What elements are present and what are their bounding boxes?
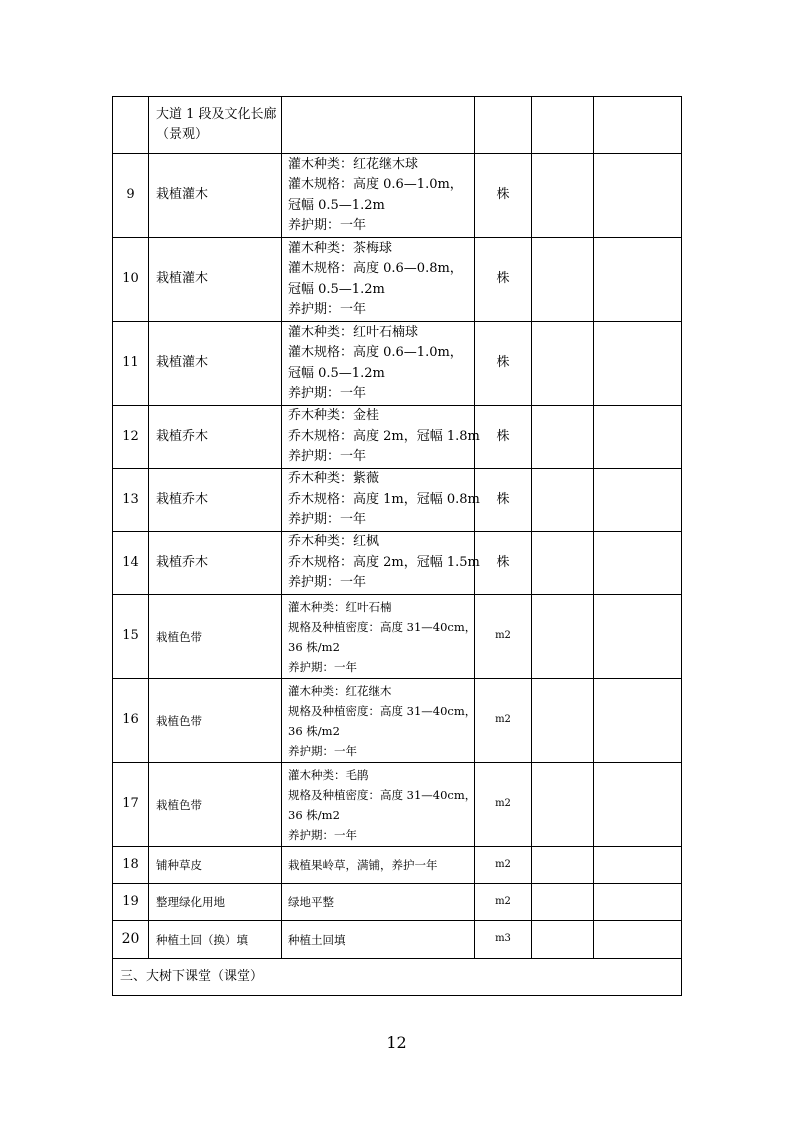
remark-cell xyxy=(594,884,682,921)
table-row xyxy=(113,469,682,532)
row-number-cell: 15 xyxy=(113,595,149,679)
unit-cell: 株 xyxy=(475,532,532,595)
table-row xyxy=(113,238,682,322)
item-name-cell: 栽植灌木 xyxy=(149,154,282,238)
section-heading: 三、大树下课堂（课堂） xyxy=(113,959,682,996)
table-row xyxy=(113,97,682,154)
quantity-cell xyxy=(532,884,594,921)
item-name-cell: 栽植乔木 xyxy=(149,406,282,469)
desc-line: 种植土回填 xyxy=(288,932,346,947)
table-row xyxy=(113,763,682,847)
quantity-cell xyxy=(532,847,594,884)
table-row xyxy=(113,847,682,884)
row-number-cell: 14 xyxy=(113,532,149,595)
unit-cell: m2 xyxy=(475,595,532,679)
quantity-cell xyxy=(532,595,594,679)
desc-line: 灌木规格：高度 0.6—1.0m， xyxy=(288,177,463,192)
item-name-cell: 栽植乔木 xyxy=(149,532,282,595)
item-name-cell: 栽植色带 xyxy=(149,679,282,763)
desc-line: 乔木规格：高度 2m，冠幅 1.5m xyxy=(288,554,480,570)
desc-line: 养护期：一年 xyxy=(288,743,357,758)
desc-line: 36 株/m2 xyxy=(288,807,340,822)
remark-cell xyxy=(594,921,682,959)
quantity-cell xyxy=(532,679,594,763)
remark-cell xyxy=(594,154,682,238)
quantity-cell xyxy=(532,532,594,595)
row-number-cell: 12 xyxy=(113,406,149,469)
item-name-cell: 栽植色带 xyxy=(149,763,282,847)
row-number-cell: 9 xyxy=(113,154,149,238)
remark-cell xyxy=(594,847,682,884)
quantity-cell xyxy=(532,763,594,847)
item-name-cell: 整理绿化用地 xyxy=(149,884,282,921)
quantity-cell xyxy=(532,238,594,322)
remark-cell xyxy=(594,322,682,406)
remark-cell xyxy=(594,238,682,322)
desc-line: 规格及种植密度：高度 31—40cm， xyxy=(288,703,477,718)
section-row xyxy=(113,959,682,996)
item-name-cell: 铺种草皮 xyxy=(149,847,282,884)
table-row xyxy=(113,532,682,595)
table-row xyxy=(113,595,682,679)
unit-cell: m2 xyxy=(475,679,532,763)
item-desc-cell xyxy=(282,238,475,322)
remark-cell xyxy=(594,763,682,847)
table-row xyxy=(113,154,682,238)
row-number-cell: 19 xyxy=(113,884,149,921)
desc-line: 灌木种类：红花继木 xyxy=(288,683,392,698)
item-desc-cell xyxy=(282,847,475,884)
table-row xyxy=(113,322,682,406)
remark-cell xyxy=(594,469,682,532)
desc-line: 绿地平整 xyxy=(288,895,334,909)
row-number-cell: 18 xyxy=(113,847,149,884)
desc-line: 灌木规格：高度 0.6—1.0m， xyxy=(288,345,463,360)
table-row xyxy=(113,679,682,763)
item-name-cell: 栽植乔木 xyxy=(149,469,282,532)
item-desc-cell xyxy=(282,532,480,595)
unit-cell: m3 xyxy=(475,921,532,959)
unit-cell: 株 xyxy=(475,154,532,238)
remark-cell xyxy=(594,532,682,595)
item-desc-cell xyxy=(282,154,475,238)
table-row xyxy=(113,921,682,959)
desc-line: 灌木种类：红叶石楠球 xyxy=(288,324,419,340)
item-desc-cell xyxy=(282,406,480,469)
bill-of-quantities-table xyxy=(112,96,682,996)
desc-line: 灌木种类：茶梅球 xyxy=(288,240,393,256)
item-name-cell: 栽植色带 xyxy=(149,595,282,679)
row-number-cell: 16 xyxy=(113,679,149,763)
item-desc-cell xyxy=(282,884,475,921)
row-number-cell: 10 xyxy=(113,238,149,322)
unit-cell: 株 xyxy=(475,406,532,469)
item-name-cell: 种植土回（换）填 xyxy=(149,921,282,959)
desc-line: 养护期：一年 xyxy=(288,659,357,674)
desc-line: 灌木种类：毛鹃 xyxy=(288,767,369,782)
item-name-cell: 大道 1 段及文化长廊（景观） xyxy=(149,97,282,154)
item-desc-cell xyxy=(282,763,475,847)
page-number: 12 xyxy=(386,1033,407,1052)
desc-line: 养护期：一年 xyxy=(288,512,367,528)
quantity-cell xyxy=(532,921,594,959)
item-desc-cell xyxy=(282,97,475,154)
remark-cell xyxy=(594,97,682,154)
unit-cell: 株 xyxy=(475,469,532,532)
desc-line: 乔木种类：红枫 xyxy=(288,534,380,550)
desc-line: 养护期：一年 xyxy=(288,449,367,465)
desc-line: 灌木种类：红叶石楠 xyxy=(288,599,392,614)
item-desc-cell xyxy=(282,679,475,763)
item-name-cell: 栽植灌木 xyxy=(149,322,282,406)
desc-line: 冠幅 0.5—1.2m xyxy=(288,197,385,213)
desc-line: 乔木规格：高度 1m，冠幅 0.8m xyxy=(288,491,480,507)
desc-line: 36 株/m2 xyxy=(288,639,340,654)
remark-cell xyxy=(594,679,682,763)
unit-cell: m2 xyxy=(475,884,532,921)
item-name-cell: 栽植灌木 xyxy=(149,238,282,322)
row-number-cell: 17 xyxy=(113,763,149,847)
desc-line: 养护期：一年 xyxy=(288,827,357,842)
table-row xyxy=(113,406,682,469)
quantity-cell xyxy=(532,406,594,469)
item-desc-cell xyxy=(282,921,475,959)
unit-cell: 株 xyxy=(475,238,532,322)
item-desc-cell xyxy=(282,469,480,532)
desc-line: 乔木规格：高度 2m，冠幅 1.8m xyxy=(288,428,480,444)
item-desc-cell xyxy=(282,322,475,406)
desc-line: 乔木种类：紫薇 xyxy=(288,471,380,487)
item-desc-cell xyxy=(282,595,475,679)
desc-line: 冠幅 0.5—1.2m xyxy=(288,365,385,381)
unit-cell: m2 xyxy=(475,763,532,847)
unit-cell: 株 xyxy=(475,322,532,406)
unit-cell: m2 xyxy=(475,847,532,884)
desc-line: 乔木种类：金桂 xyxy=(288,408,380,424)
row-number-cell: 13 xyxy=(113,469,149,532)
row-number-cell: 11 xyxy=(113,322,149,406)
desc-line: 养护期：一年 xyxy=(288,302,367,317)
remark-cell xyxy=(594,406,682,469)
desc-line: 栽植果岭草，满铺，养护一年 xyxy=(288,858,438,872)
desc-line: 灌木规格：高度 0.6—0.8m， xyxy=(288,261,463,276)
desc-line: 养护期：一年 xyxy=(288,218,367,233)
desc-line: 灌木种类：红花继木球 xyxy=(288,156,419,172)
table-row xyxy=(113,884,682,921)
desc-line: 冠幅 0.5—1.2m xyxy=(288,281,385,297)
quantity-cell xyxy=(532,322,594,406)
quantity-cell xyxy=(532,154,594,238)
unit-cell xyxy=(475,97,532,154)
row-number-cell xyxy=(113,97,149,154)
quantity-cell xyxy=(532,97,594,154)
desc-line: 规格及种植密度：高度 31—40cm， xyxy=(288,787,477,802)
remark-cell xyxy=(594,595,682,679)
quantity-cell xyxy=(532,469,594,532)
row-number-cell: 20 xyxy=(113,921,149,959)
desc-line: 养护期：一年 xyxy=(288,386,367,401)
desc-line: 规格及种植密度：高度 31—40cm， xyxy=(288,619,477,634)
desc-line: 养护期：一年 xyxy=(288,575,367,591)
desc-line: 36 株/m2 xyxy=(288,723,340,738)
